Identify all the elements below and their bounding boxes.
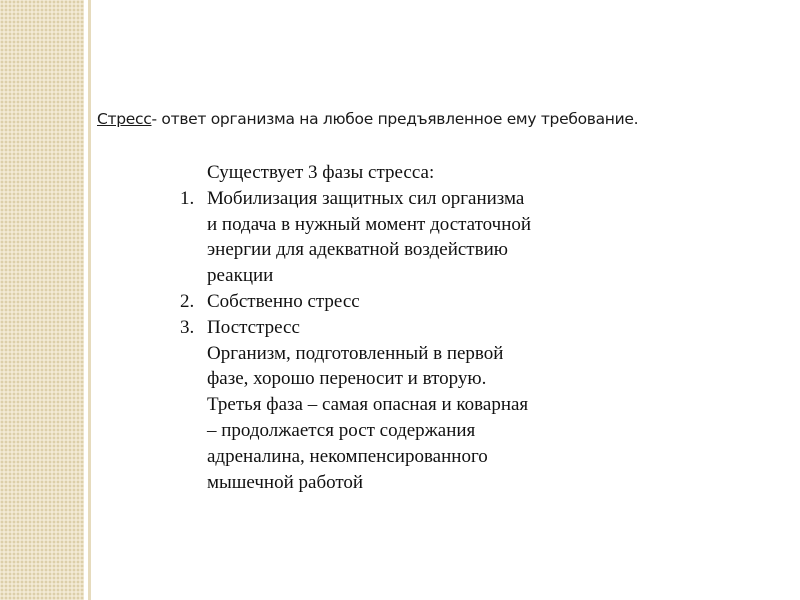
phase-text: Собственно стресс bbox=[207, 290, 360, 312]
decorative-side-line bbox=[88, 0, 91, 600]
closing-line: Третья фаза – самая опасная и коварная bbox=[207, 394, 529, 416]
phase-number: 3. bbox=[180, 316, 195, 338]
phase-text: Мобилизация защитных сил организма bbox=[207, 187, 525, 209]
heading-term: Стресс bbox=[97, 110, 152, 128]
phase-continuation-line: реакции bbox=[207, 265, 274, 287]
phase-text: Постстресс bbox=[207, 316, 300, 338]
heading-definition: - ответ организма на любое предъявленное ему требование. bbox=[151, 110, 639, 128]
phase-number: 2. bbox=[180, 290, 195, 312]
decorative-side-band bbox=[0, 0, 84, 600]
closing-line: мышечной работой bbox=[207, 471, 364, 493]
phase-number: 1. bbox=[180, 187, 195, 209]
closing-line: фазе, хорошо переносит и вторую. bbox=[207, 368, 487, 390]
closing-line: Организм, подготовленный в первой bbox=[207, 342, 504, 364]
closing-line: – продолжается рост содержания bbox=[207, 419, 476, 441]
slide-heading bbox=[97, 110, 638, 128]
phase-continuation-line: энергии для адекватной воздействию bbox=[207, 239, 508, 261]
intro-line: Существует 3 фазы стресса: bbox=[207, 162, 435, 183]
slide-body bbox=[180, 160, 600, 495]
closing-line: адреналина, некомпенсированного bbox=[207, 445, 488, 467]
phase-item-2 bbox=[180, 289, 600, 315]
phase-item-1 bbox=[180, 186, 600, 212]
phase-continuation-line: и подача в нужный момент достаточной bbox=[207, 213, 532, 235]
phase-item-3 bbox=[180, 315, 600, 341]
